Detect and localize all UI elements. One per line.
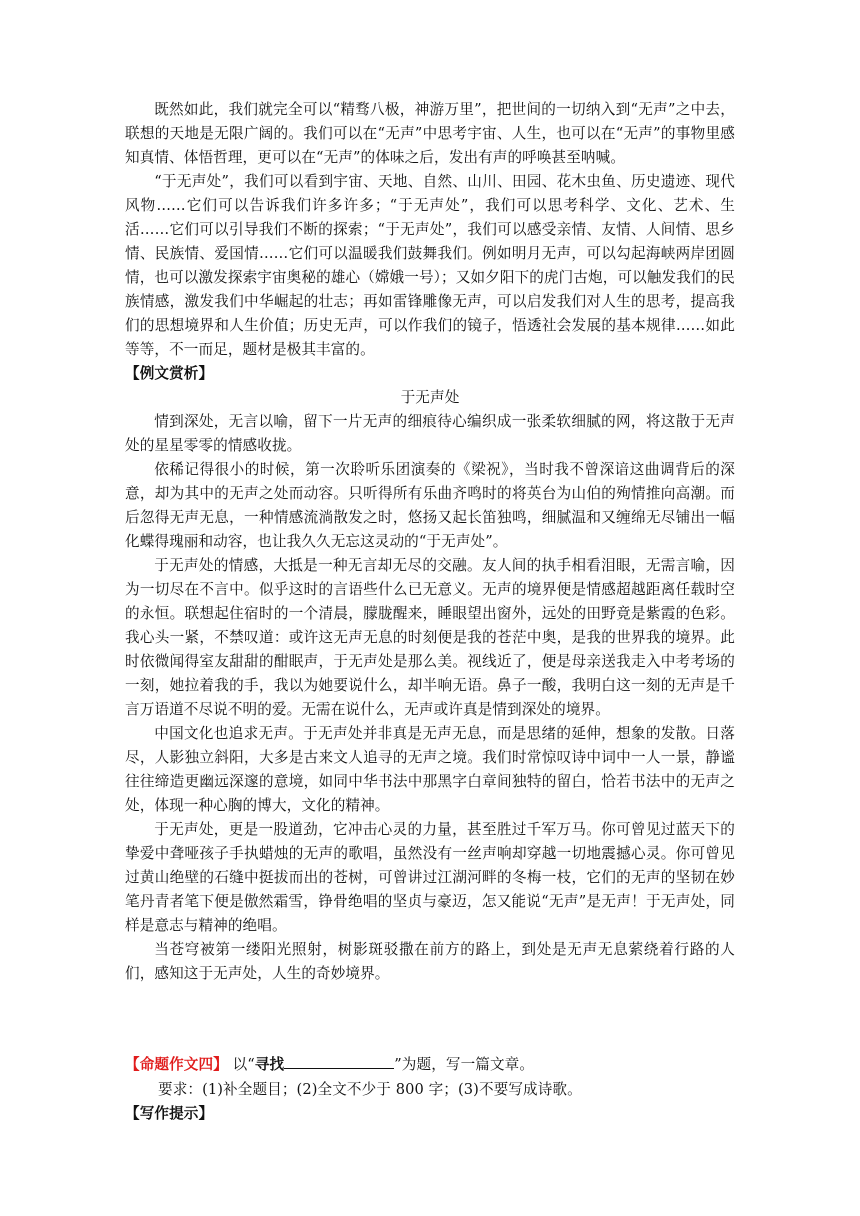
essay-title: 于无声处 bbox=[400, 389, 460, 406]
intro-paragraph-2: “于无声处”，我们可以看到宇宙、天地、自然、山川、田园、花木虫鱼、历史遗迹、现代风物……它们可以告诉我们许多许多；“于无声处”，我们可以思考科学、文化、艺术、生活……它们可以引导我们不断的探索；“于无声处”，我们可以感受亲情、友情、人间情、思乡情、民族情、爱国情……它们可以温暖我们鼓舞我们。例如明月无声，可以勾起海峡两岸团圆情，也可以激发探索宇宙奥秘的雄心（嫦娥一号）；又如夕阳下的虎门古炮，可以触发我们的民族情感，激发我们中华崛起的壮志；再如雷锋雕像无声，可以启发我们对人生的思考，提高我们的思想境界和人生价值；历史无声，可以作我们的镜子，悟透社会发展的基本规律……如此等等，不一而足，题材是极其丰富的。 bbox=[125, 173, 735, 358]
essay-paragraph-5: 于无声处，更是一股道劲，它冲击心灵的力量，甚至胜过千军万马。你可曾见过蓝天下的挚爱中聋哑孩子手执蜡烛的无声的歌唱，虽然没有一丝声响却穿越一切地震撼心灵。你可曾见过黄山绝壁的石缝中挺拔而出的苍树，可曾讲过江湖河畔的冬梅一枝，它们的无声的坚韧在妙笔丹青者笔下便是傲然霜雪，铮骨绝唱的坚贞与豪迈，怎又能说“无声”是无声！于无声处，同样是意志与精神的绝唱。 bbox=[125, 821, 735, 934]
prompt-lead: 以“ bbox=[227, 1056, 255, 1073]
essay-paragraph-4: 中国文化也追求无声。于无声处并非真是无声无息，而是思绪的延伸，想象的发散。日落尽，人影独立斜阳，大多是古来文人追寻的无声之境。我们时常惊叹诗中词中一人一景，静谧往往缔造更幽远深邃的意境，如同中华书法中那黑字白章间独特的留白，恰若书法中的无声之处，体现一种心胸的博大，文化的精神。 bbox=[125, 725, 735, 814]
section-heading-hint: 【写作提示】 bbox=[125, 1105, 214, 1122]
essay-paragraph-1: 情到深处，无言以喻，留下一片无声的细痕待心编织成一张柔软细腻的网，将这散于无声处的星星零零的情感收拢。 bbox=[125, 413, 735, 454]
prompt-tail: ”为题，写一篇文章。 bbox=[394, 1056, 535, 1073]
section-heading-example: 【例文赏析】 bbox=[125, 365, 214, 382]
prompt-requirements: 要求：(1)补全题目；(2)全文不少于 800 字；(3)不要写成诗歌。 bbox=[158, 1081, 582, 1098]
prompt-tag: 【命题作文四】 bbox=[125, 1056, 228, 1073]
prompt-keyword: 寻找 bbox=[254, 1056, 285, 1073]
prompt-blank bbox=[284, 1052, 394, 1069]
intro-paragraph-1: 既然如此，我们就完全可以“精骛八极，神游万里”，把世间的一切纳入到“无声”之中去，联想的天地是无限广阔的。我们可以在“无声”中思考宇宙、人生，也可以在“无声”的事物里感知真情、体悟哲理，更可以在“无声”的体味之后，发出有声的呼唤甚至呐喊。 bbox=[125, 101, 735, 166]
spacer bbox=[125, 986, 735, 1052]
prompt-line bbox=[125, 1052, 735, 1078]
document-page bbox=[125, 98, 735, 1126]
essay-paragraph-3: 于无声处的情感，大抵是一种无言却无尽的交融。友人间的执手相看泪眼，无需言喻，因为一切尽在不言中。似乎这时的言语些什么已无意义。无声的境界便是情感超越距离任载时空的永恒。联想起住宿时的一个清晨，朦胧醒来，睡眼望出窗外，远处的田野竟是紫霞的色彩。我心头一紧，不禁叹道：或许这无声无息的时刻便是我的苍茫中奥，是我的世界我的境界。此时依微闻得室友甜甜的酣眠声，于无声处是那么美。视线近了，便是母亲送我走入中考考场的一刻，她拉着我的手，我以为她要说什么，却半响无语。鼻子一酸，我明白这一刻的无声是千言万语道不尽说不明的爱。无需在说什么，无声或许真是情到深处的境界。 bbox=[125, 557, 735, 718]
essay-paragraph-2: 依稀记得很小的时候，第一次聆听乐团演奏的《梁祝》，当时我不曾深谙这曲调背后的深意，却为其中的无声之处而动容。只听得所有乐曲齐鸣时的将英台为山伯的殉情推向高潮。而后忽得无声无息，一种情感流淌散发之时，悠扬又起长笛独鸣，细腻温和又缠绵无尽铺出一幅化蝶得瑰丽和动容，也让我久久无忘这灵动的“于无声处”。 bbox=[125, 461, 735, 550]
essay-paragraph-6: 当苍穹被第一缕阳光照射，树影斑驳撒在前方的路上，到处是无声无息萦绕着行路的人们，感知这于无声处，人生的奇妙境界。 bbox=[125, 941, 735, 982]
